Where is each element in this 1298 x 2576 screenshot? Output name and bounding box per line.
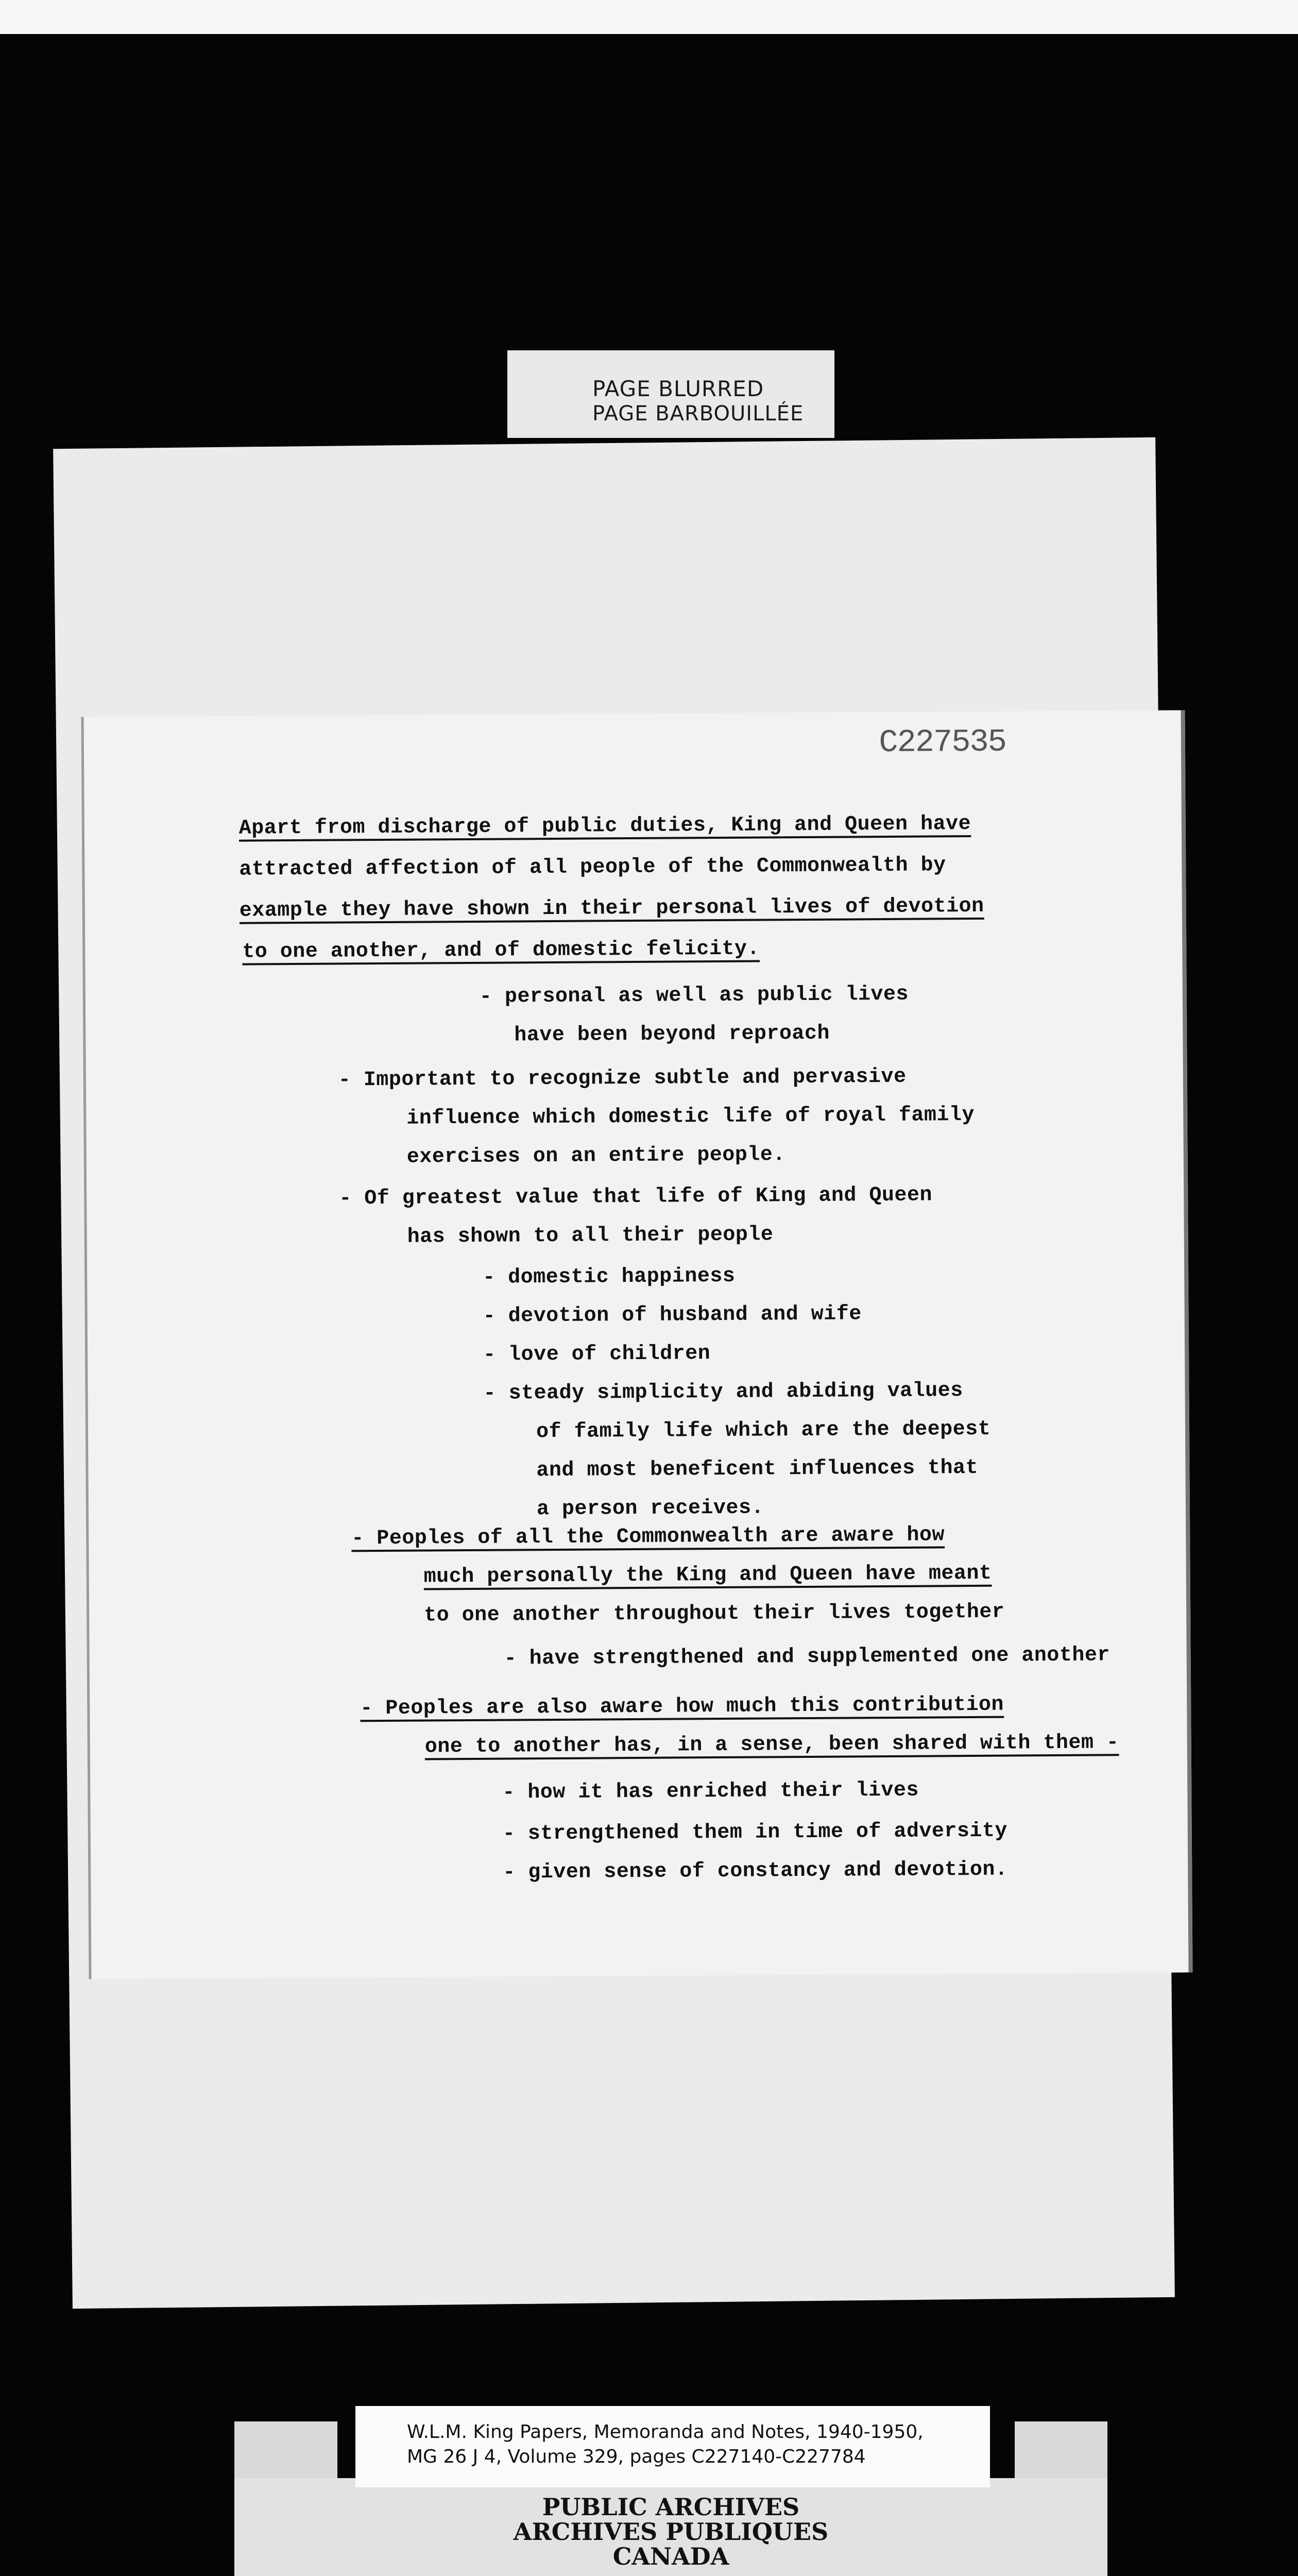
memo-line: have been beyond reproach (514, 1022, 830, 1047)
memo-line: - steady simplicity and abiding values (483, 1379, 963, 1405)
blurred-label-french: PAGE BARBOUILLÉE (592, 402, 804, 426)
memo-line: - how it has enriched their lives (502, 1778, 919, 1805)
memo-line: Apart from discharge of public duties, King and Queen have (238, 812, 971, 840)
archives-stamp (234, 2478, 1107, 2576)
memo-line: example they have shown in their personal lives of devotion (239, 894, 984, 923)
blurred-label-english: PAGE BLURRED (592, 376, 764, 401)
memo-line: a person receives. (536, 1496, 764, 1521)
memo-line: attracted affection of all people of the Commonwealth by (239, 854, 946, 882)
memo-line: and most beneficent influences that (536, 1456, 979, 1483)
memo-line: to one another throughout their lives together (424, 1600, 1005, 1628)
memo-line: - domestic happiness (483, 1264, 736, 1290)
memo-line: - have strengthened and supplemented one another (504, 1643, 1111, 1671)
memo-line: - devotion of husband and wife (483, 1302, 862, 1328)
memo-line: - personal as well as public lives (479, 982, 909, 1009)
citation-line-2: MG 26 J 4, Volume 329, pages C227140-C227784 (407, 2446, 866, 2467)
memo-line: has shown to all their people (407, 1223, 774, 1249)
memo-line: - Important to recognize subtle and pervasive (338, 1065, 907, 1092)
memo-line: of family life which are the deepest (536, 1417, 991, 1444)
source-citation-label (355, 2406, 990, 2487)
page-blurred-label (507, 350, 834, 438)
memo-line: - strengthened them in time of adversity (502, 1819, 1008, 1846)
memo-line: - Peoples are also aware how much this contribution (360, 1693, 1004, 1721)
memo-line: exercises on an entire people. (406, 1143, 786, 1169)
memo-line: - Peoples of all the Commonwealth are aware how (351, 1523, 945, 1551)
citation-line-1: W.L.M. King Papers, Memoranda and Notes, 1940-1950, (407, 2421, 924, 2443)
memo-line: one to another has, in a sense, been shared with them - (424, 1731, 1119, 1759)
typed-memo-page (81, 710, 1193, 1979)
memo-line: to one another, and of domestic felicity. (242, 937, 760, 964)
memo-line: - Of greatest value that life of King and Queen (339, 1183, 933, 1211)
archives-line-french: ARCHIVES PUBLIQUES (513, 2518, 829, 2546)
memo-line: - given sense of constancy and devotion. (503, 1858, 1008, 1885)
memo-line: much personally the King and Queen have meant (423, 1562, 992, 1589)
label-backing-right (1015, 2421, 1107, 2478)
memo-line: influence which domestic life of royal family (406, 1103, 975, 1130)
archives-line-country: CANADA (612, 2543, 729, 2570)
memo-line: - love of children (483, 1342, 711, 1367)
document-reference-number: C227535 (879, 723, 1006, 761)
label-backing-left (234, 2421, 337, 2478)
film-top-margin (0, 0, 1298, 34)
archives-line-english: PUBLIC ARCHIVES (542, 2493, 800, 2521)
